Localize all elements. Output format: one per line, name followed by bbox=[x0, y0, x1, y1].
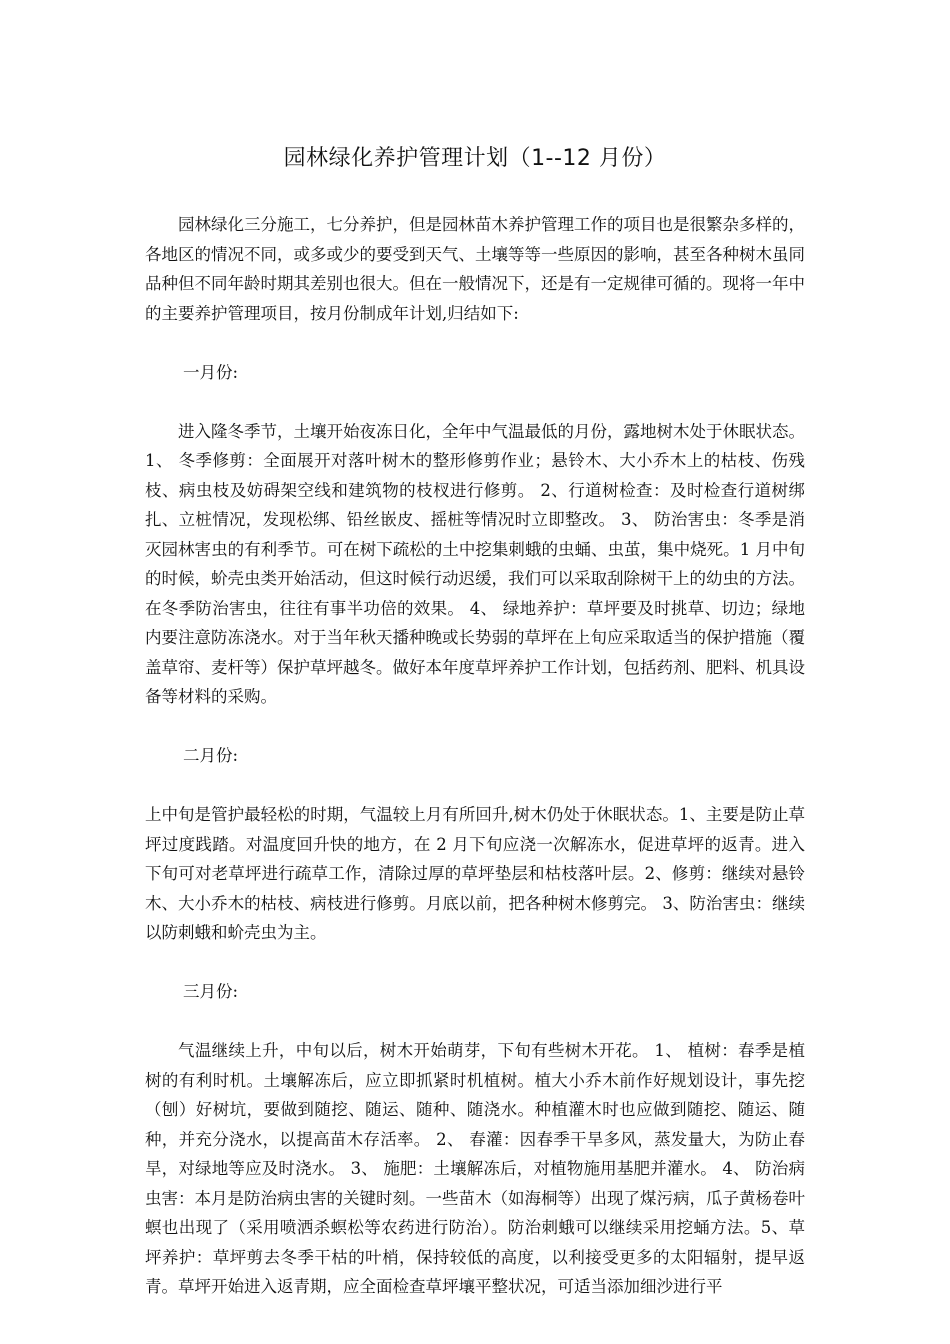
section-heading-january: 一月份: bbox=[182, 362, 238, 382]
section-body-march: 气温继续上升，中旬以后，树木开始萌芽，下旬有些树木开花。 1、 植树：春季是植树的有利时机。土壤解冻后，应立即抓紧时机植树。植大小乔木前作好规划设计，事先挖（刨）好树坑，要做到随挖、随运、随种、随浇水。种植灌木时也应做到随挖、随运、随种，并充分浇水，以提高苗木存活率。 2、 春灌：因春季干旱多风，蒸发量大，为防止春旱，对绿地等应及时浇水。 3、 施肥：土壤解冻后，对植物施用基肥并灌水。 4、 防治病虫害：本月是防治病虫害的关键时刻。一些苗木（如海桐等）出现了煤污病，瓜子黄杨卷叶螟也出现了（采用喷洒杀螟松等农药进行防治）。防治刺蛾可以继续采用挖蛹方法。5、草坪养护：草坪剪去冬季干枯的叶梢，保持较低的高度，以利接受更多的太阳辐射，提早返青。草坪开始进入返青期，应全面检查草坪壤平整状况，可适当添加细沙进行平 bbox=[145, 1041, 805, 1296]
section-heading-february: 二月份: bbox=[182, 746, 238, 765]
intro-paragraph: 园林绿化三分施工，七分养护，但是园林苗木养护管理工作的项目也是很繁杂多样的，各地区的情况不同，或多或少的要受到天气、土壤等等一些原因的影响，甚至各种树木虽同品种但不同年龄时期其差别也很大。但在一般情况下，还是有一定规律可循的。现将一年中的主要养护管理项目，按月份制成年计划,归结如下: bbox=[145, 215, 805, 323]
section-body-february: 上中旬是管护最轻松的时期，气温较上月有所回升,树木仍处于休眠状态。1、主要是防止草坪过度践踏。对温度回升快的地方，在 2 月下旬应浇一次解冻水，促进草坪的返青。进入下旬可对老草坪进行疏草工作，清除过厚的草坪垫层和枯枝落叶层。2、修剪：继续对悬铃木、大小乔木的枯枝、病枝进行修剪。月底以前，把各种树木修剪完。 3、防治害虫：继续以防刺蛾和蚧壳虫为主。 bbox=[145, 805, 805, 942]
section-body-january: 进入隆冬季节，土壤开始夜冻日化，全年中气温最低的月份，露地树木处于休眠状态。 1、 冬季修剪：全面展开对落叶树木的整形修剪作业；悬铃木、大小乔木上的枯枝、伤残枝、病虫枝及妨碍架空线和建筑物的枝杈进行修剪。 2、行道树检查：及时检查行道树绑扎、立桩情况，发现松绑、铅丝嵌皮、摇桩等情况时立即整改。 3、 防治害虫：冬季是消灭园林害虫的有利季节。可在树下疏松的土中挖集刺蛾的虫蛹、虫茧，集中烧死。1 月中旬的时候，蚧壳虫类开始活动，但这时候行动迟缓，我们可以采取刮除树干上的幼虫的方法。在冬季防治害虫，往往有事半功倍的效果。 4、 绿地养护：草坪要及时挑草、切边；绿地内要注意防冻浇水。对于当年秋天播种晚或长势弱的草坪在上旬应采取适当的保护措施（覆盖草帘、麦杆等）保护草坪越冬。做好本年度草坪养护工作计划，包括药剂、肥料、机具设备等材料的采购。 bbox=[145, 421, 805, 706]
section-heading-march: 三月份: bbox=[182, 982, 238, 1001]
document-title: 园林绿化养护管理计划（1--12 月份） bbox=[283, 146, 667, 171]
document-body bbox=[145, 210, 805, 1302]
